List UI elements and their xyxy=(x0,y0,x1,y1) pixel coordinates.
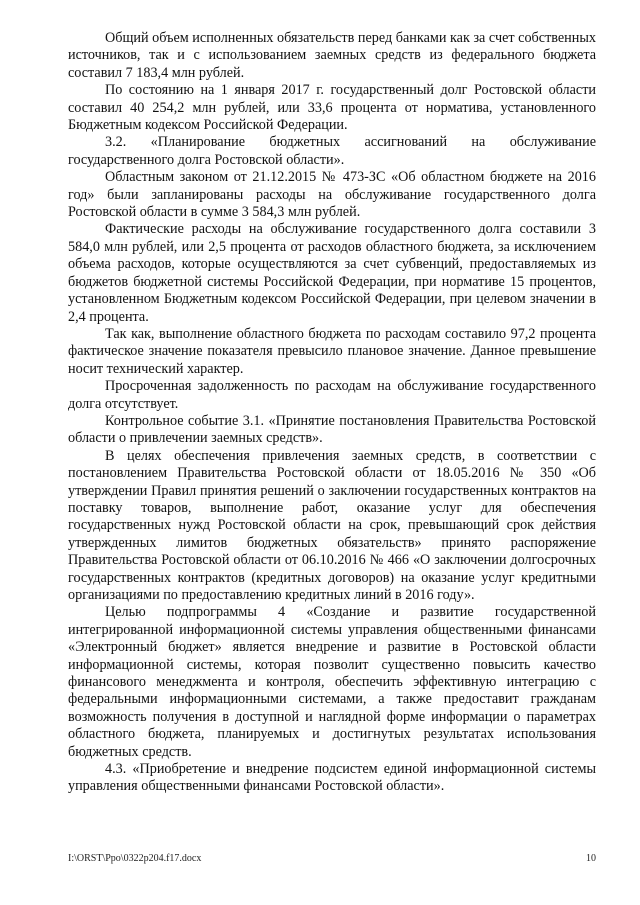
paragraph-section-4-3: 4.3. «Приобретение и внедрение подсистем единой информационной системы управления общественными финансами Ростовской области». xyxy=(68,761,596,795)
footer-file-path: I:\ORST\Ppo\0322p204.f17.docx xyxy=(68,853,202,864)
paragraph-state-debt: По состоянию на 1 января 2017 г. государственный долг Ростовской области составил 40 254,2 млн рублей, или 33,6 процента от норматива, установленного Бюджетным кодексом Российской Федерации. xyxy=(68,82,596,134)
paragraph-bank-obligations: Общий объем исполненных обязательств перед банками как за счет собственных источников, так и с использованием заемных средств из федерального бюджета составил 7 183,4 млн рублей. xyxy=(68,30,596,81)
page-footer xyxy=(68,853,596,864)
paragraph-subprogram-4: Целью подпрограммы 4 «Создание и развитие государственной интегрированной информационной системы управления общественными финансами «Электронный бюджет» является внедрение и развитие в Ростовской области информационной системы, которая позволит существенно повысить качество финансового менеджмента и контроля, обеспечить эффективную интеграцию с федеральными информационными системами, а также предоставит гражданам возможность получения в доступной и наглядной форме информации о параметрах областного бюджета, планируемых и достигнутых результатах использования бюджетных средств. xyxy=(68,604,596,760)
paragraph-overdue-debt: Просроченная задолженность по расходам на обслуживание государственного долга отсутствует. xyxy=(68,378,596,412)
document-body xyxy=(68,30,596,796)
paragraph-section-3-2: 3.2. «Планирование бюджетных ассигнований на обслуживание государственного долга Ростовской области». xyxy=(68,134,596,168)
paragraph-actual-expenses: Фактические расходы на обслуживание государственного долга составили 3 584,0 млн рублей, или 2,5 процента от расходов областного бюджета, за исключением объема расходов, которые осуществляются за счет субвенций, предоставляемых из бюджетов бюджетной системы Российской Федерации, при нормативе 15 процентов, установленном Бюджетным кодексом Российской Федерации, при целевом значении в 2,4 процента. xyxy=(68,221,596,325)
page-number: 10 xyxy=(586,853,596,864)
paragraph-regional-law: Областным законом от 21.12.2015 № 473-ЗС «Об областном бюджете на 2016 год» были запланированы расходы на обслуживание государственного долга Ростовской области в сумме 3 584,3 млн рублей. xyxy=(68,169,596,221)
paragraph-budget-execution: Так как, выполнение областного бюджета по расходам составило 97,2 процента фактическое значение показателя превысило плановое значение. Данное превышение носит технический характер. xyxy=(68,325,596,377)
paragraph-control-event-3-1: Контрольное событие 3.1. «Принятие постановления Правительства Ростовской области о привлечении заемных средств». xyxy=(68,412,596,447)
paragraph-borrowing-resolution: В целях обеспечения привлечения заемных средств, в соответствии с постановлением Правительства Ростовской области от 18.05.2016 № 350 «Об утверждении Правил принятия решений о заключении государственных контрактов на поставку товаров, выполнение работ, оказание услуг для обеспечения государственных нужд Ростовской области на срок, превышающий срок действия утвержденных лимитов бюджетных обязательств» принято распоряжение Правительства Ростовской области от 06.10.2016 № 466 «О заключении долгосрочных государственных контрактов (кредитных договоров) на оказание услуг кредитными организациями по предоставлению кредитных линий в 2016 году». xyxy=(68,447,596,603)
